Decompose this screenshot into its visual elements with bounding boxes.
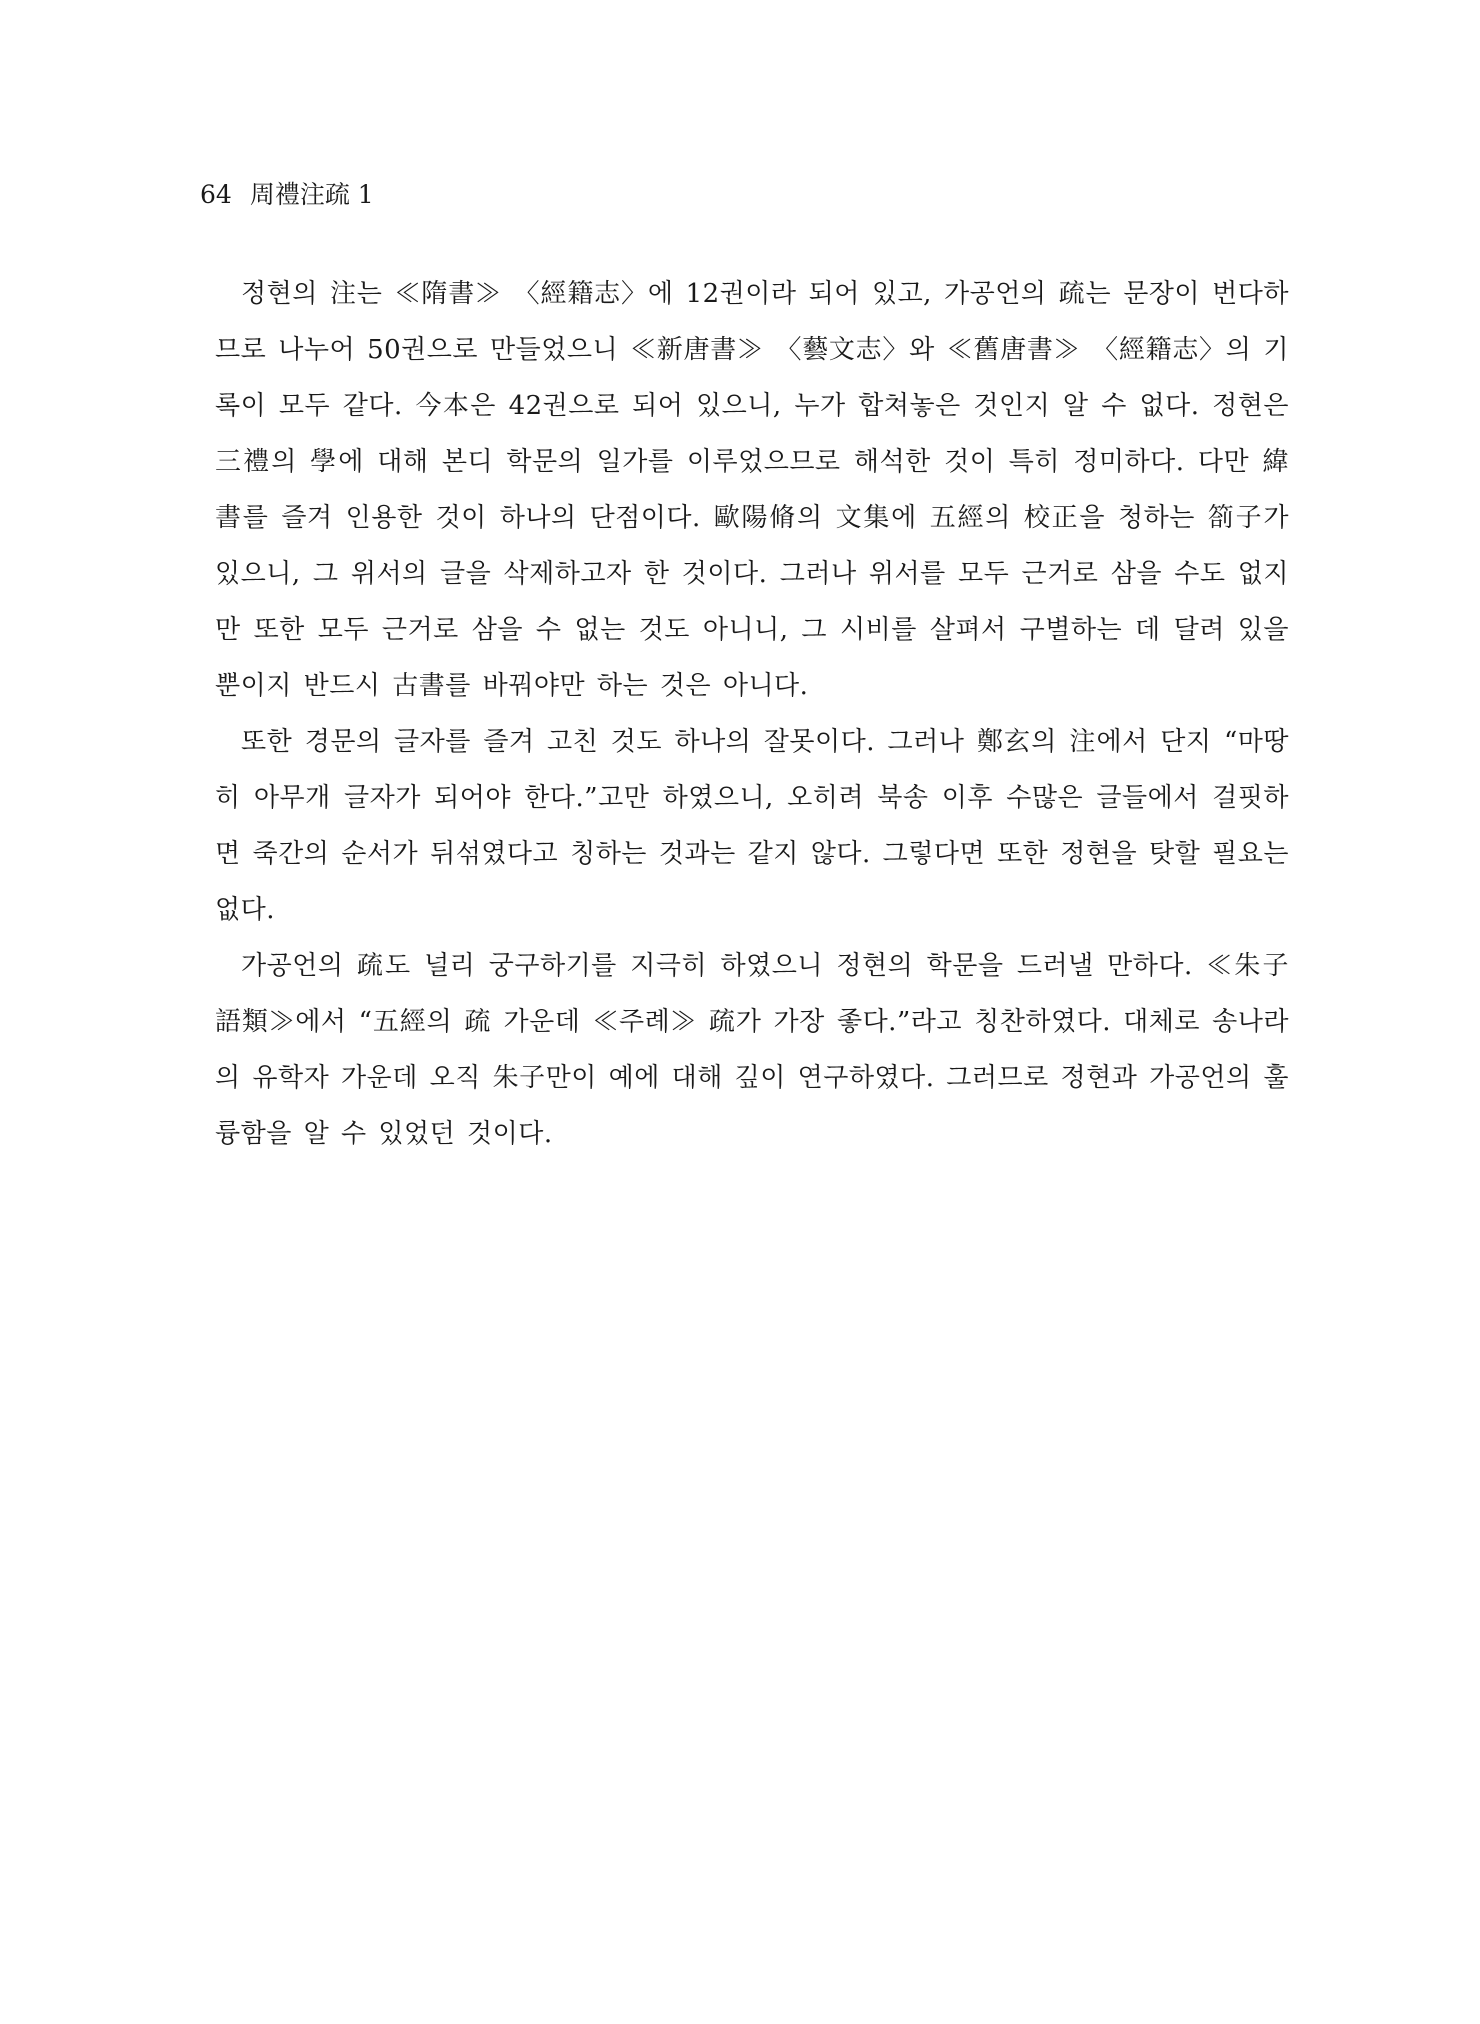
paragraph: 또한 경문의 글자를 즐겨 고친 것도 하나의 잘못이다. 그러나 鄭玄의 注에서 단지 “마땅히 아무개 글자가 되어야 한다.”고만 하였으니, 오히려 북송 이후 수많은 글들에서 걸핏하면 죽간의 순서가 뒤섞였다고 칭하는 것과는 같지 않다. 그렇다면 또한 정현을 탓할 필요는 없다.: [215, 727, 1289, 925]
paragraph: 가공언의 疏도 널리 궁구하기를 지극히 하였으니 정현의 학문을 드러낼 만하다. ≪朱子語類≫에서 “五經의 疏 가운데 ≪주례≫ 疏가 가장 좋다.”라고 칭찬하였다. 대체로 송나라의 유학자 가운데 오직 朱子만이 예에 대해 깊이 연구하였다. 그러므로 정현과 가공언의 훌륭함을 알 수 있었던 것이다.: [215, 951, 1289, 1149]
page-number: 64: [200, 180, 232, 209]
running-header: [200, 178, 374, 212]
book-title: 周禮注疏 1: [249, 180, 374, 209]
body-text: [215, 266, 1289, 1162]
paragraph: 정현의 注는 ≪隋書≫ 〈經籍志〉에 12권이라 되어 있고, 가공언의 疏는 문장이 번다하므로 나누어 50권으로 만들었으니 ≪新唐書≫ 〈藝文志〉와 ≪舊唐書≫ 〈經籍志〉의 기록이 모두 같다. 今本은 42권으로 되어 있으니, 누가 합쳐놓은 것인지 알 수 없다. 정현은 三禮의 學에 대해 본디 학문의 일가를 이루었으므로 해석한 것이 특히 정미하다. 다만 緯書를 즐겨 인용한 것이 하나의 단점이다. 歐陽脩의 文集에 五經의 校正을 청하는 箚子가 있으니, 그 위서의 글을 삭제하고자 한 것이다. 그러나 위서를 모두 근거로 삼을 수도 없지만 또한 모두 근거로 삼을 수 없는 것도 아니니, 그 시비를 살펴서 구별하는 데 달려 있을 뿐이지 반드시 古書를 바꿔야만 하는 것은 아니다.: [215, 279, 1289, 701]
